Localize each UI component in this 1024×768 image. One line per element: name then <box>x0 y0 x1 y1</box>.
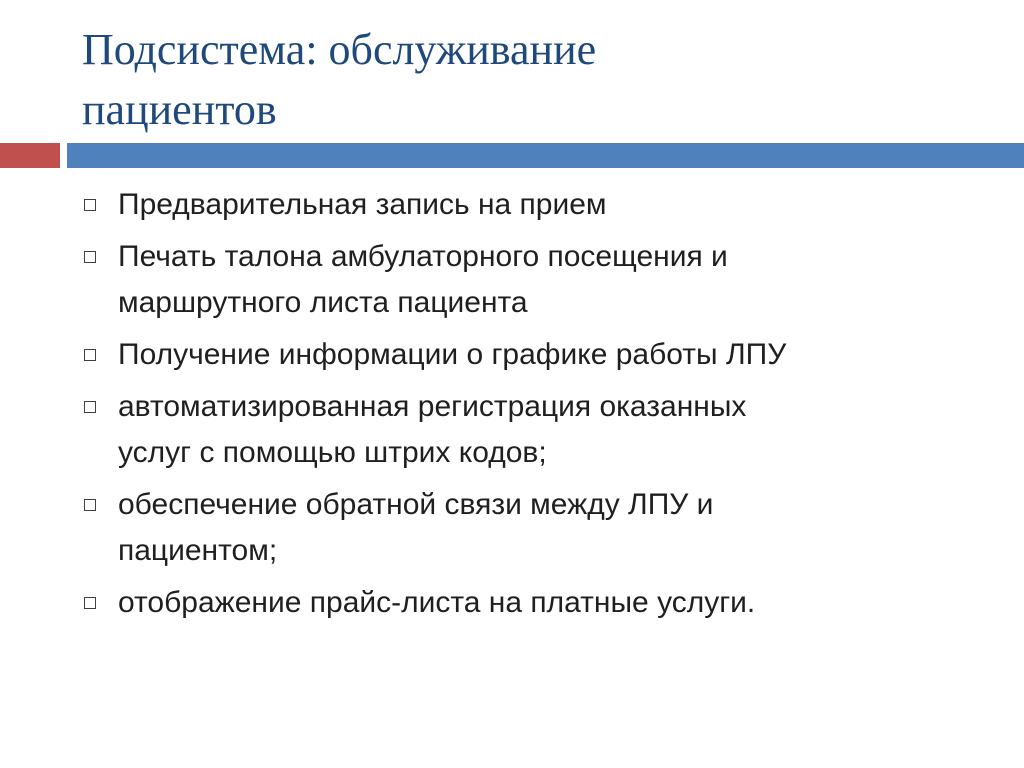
slide-title-line-1: Подсистема: обслуживание <box>82 25 597 74</box>
bullet-text: услуг с помощью штрих кодов; <box>118 436 547 469</box>
bullet-text: Получение информации о графике работы ЛПУ <box>118 338 787 371</box>
square-bullet-icon <box>84 251 96 263</box>
bullet-list <box>84 182 964 632</box>
square-bullet-icon <box>84 597 96 609</box>
bullet-text: маршрутного листа пациента <box>118 286 528 319</box>
bullet-text: обеспечение обратной связи между ЛПУ и <box>118 488 714 521</box>
square-bullet-icon <box>84 401 96 413</box>
slide-title-line-2: пациентов <box>82 85 277 134</box>
slide-title <box>82 20 1002 140</box>
bullet-text: Печать талона амбулаторного посещения и <box>118 240 728 273</box>
bullet-item <box>84 580 964 626</box>
bullet-item <box>84 182 964 228</box>
bullet-text: пациентом; <box>118 534 278 567</box>
bullet-text: отображение прайс-листа на платные услуги. <box>118 586 756 619</box>
accent-bar-blue <box>67 143 1024 168</box>
square-bullet-icon <box>84 499 96 511</box>
bullet-item <box>84 384 964 476</box>
bullet-text: Предварительная запись на прием <box>118 188 607 221</box>
bullet-item <box>84 482 964 574</box>
square-bullet-icon <box>84 199 96 211</box>
bullet-item <box>84 332 964 378</box>
square-bullet-icon <box>84 349 96 361</box>
bullet-item <box>84 234 964 326</box>
bullet-text: автоматизированная регистрация оказанных <box>118 390 747 423</box>
accent-bar-red <box>0 143 60 168</box>
